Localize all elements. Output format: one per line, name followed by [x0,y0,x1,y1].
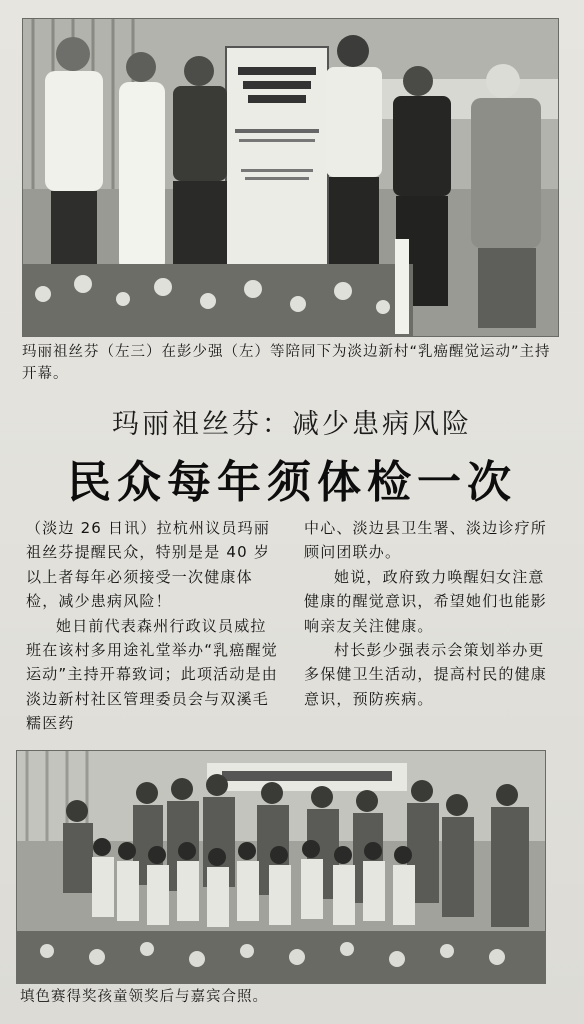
article-paragraph-2-part-2: 中心、淡边县卫生署、淡边诊疗所顾问团联办。 [304,519,548,562]
article-paragraph-4: 村长彭少强表示会策划举办更多保健卫生活动，提高村民的健康意识，预防疾病。 [304,641,548,708]
article-column-right [304,516,560,711]
prize-winners-group-photo [16,750,546,984]
bottom-photo-caption: 填色赛得奖孩童领奖后与嘉宾合照。 [20,989,268,1005]
article-paragraph-1: （淡边 26 日讯）拉杭州议员玛丽祖丝芬提醒民众，特别是是 40 岁以上者每年必须接受一次健康体检，减少患病风险！ [26,519,271,611]
group-photo-image [17,751,545,983]
opening-ceremony-photo [22,18,559,337]
article-headline: 民众每年须体检一次 [67,457,517,508]
article-subheadline: 玛丽祖丝芬：减少患病风险 [112,409,472,440]
top-photo-caption: 玛丽祖丝芬（左三）在彭少强（左）等陪同下为淡边新村“乳癌醒觉运动”主持开幕。 [22,344,551,382]
opening-ceremony-image [23,19,558,336]
article-column-left [26,516,282,736]
article-paragraph-2-part-1: 她日前代表森州行政议员威拉班在该村多用途礼堂举办“乳癌醒觉运动”主持开幕致词；此项活动是由淡边新村社区管理委员会与双溪毛糯医药 [26,616,278,733]
article-paragraph-3: 她说，政府致力唤醒妇女注意健康的醒觉意识，希望她们也能影响亲友关注健康。 [304,567,548,635]
